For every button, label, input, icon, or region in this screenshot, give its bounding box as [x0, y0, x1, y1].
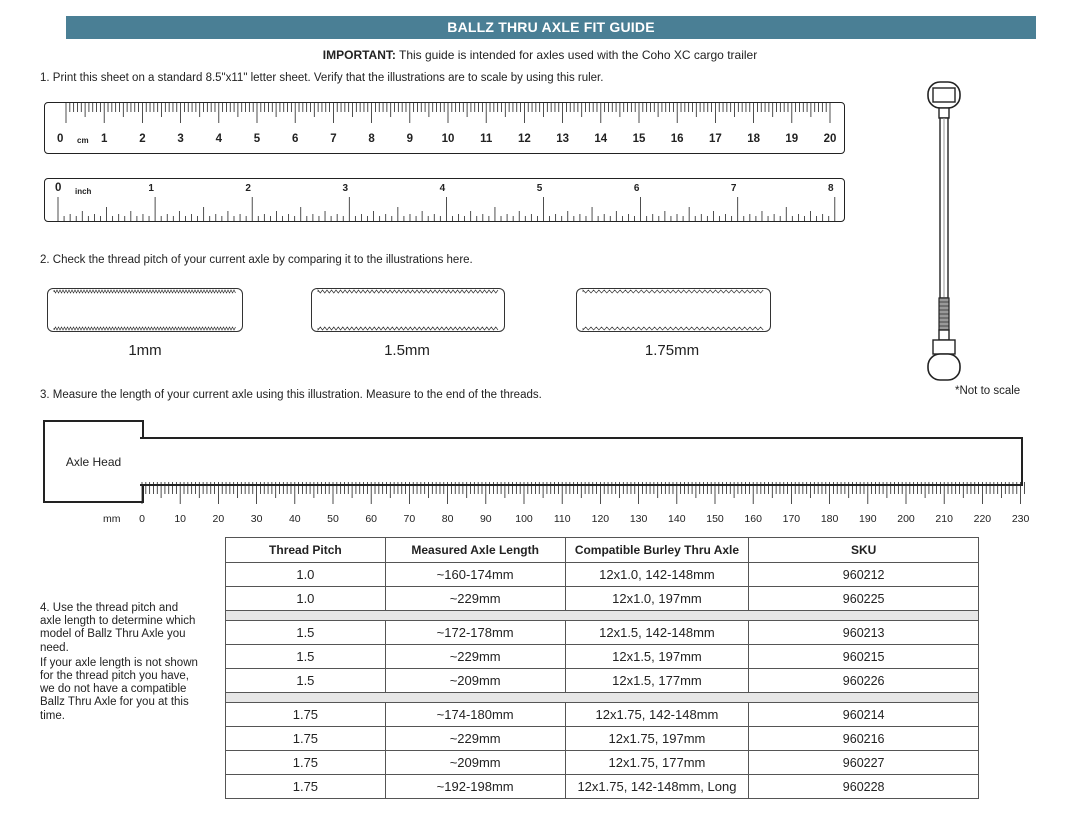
- table-row: [226, 727, 979, 751]
- cell-sku: 960228: [749, 775, 979, 799]
- mm-tick-label: 70: [403, 513, 416, 525]
- cell-length: ~160-174mm: [385, 563, 565, 587]
- thread-1mm-teeth: [48, 289, 242, 331]
- mm-tick-label: 120: [591, 513, 610, 525]
- cm-tick-label: 16: [670, 133, 684, 145]
- inch-ruler-zero: 0: [55, 182, 62, 194]
- step-3-text: 3. Measure the length of your current axle using this illustration. Measure to the end of the threads.: [40, 389, 542, 401]
- step-4-instruction: 4. Use the thread pitch and axle length to determine which model of Ballz Thru Axle you need.: [40, 602, 196, 654]
- cell-length: ~229mm: [385, 727, 565, 751]
- cm-tick-label: 11: [480, 133, 493, 145]
- cm-tick-label: 5: [253, 133, 261, 145]
- cell-sku: 960214: [749, 703, 979, 727]
- cell-pitch: 1.0: [226, 587, 386, 611]
- cell-axle: 12x1.0, 197mm: [565, 587, 749, 611]
- mm-tick-label: 110: [553, 513, 571, 525]
- mm-tick-label: 40: [288, 513, 301, 525]
- inch-ruler: [44, 178, 845, 222]
- thread-1-75mm-teeth: [577, 289, 770, 331]
- inch-tick-label: 8: [828, 183, 834, 194]
- cell-pitch: 1.75: [226, 703, 386, 727]
- cell-sku: 960213: [749, 621, 979, 645]
- cm-tick-label: 10: [441, 133, 455, 145]
- cell-pitch: 1.0: [226, 563, 386, 587]
- inch-tick-label: 4: [439, 183, 446, 194]
- cell-axle: 12x1.75, 177mm: [565, 751, 749, 775]
- mm-tick-label: 60: [365, 513, 378, 525]
- cell-length: ~174-180mm: [385, 703, 565, 727]
- not-to-scale-note: *Not to scale: [955, 385, 1021, 397]
- cm-tick-label: 20: [823, 133, 837, 145]
- page-title: BALLZ THRU AXLE FIT GUIDE: [66, 16, 1036, 39]
- mm-tick-label: 220: [973, 513, 992, 525]
- cm-tick-label: 12: [517, 133, 531, 145]
- step-4-note: If your axle length is not shown for the thread pitch you have, we do not have a compatible Ballz Thru Axle for you at this time.: [40, 656, 198, 722]
- thread-1-5mm-teeth: [312, 289, 504, 331]
- axle-head-illustration: [43, 420, 144, 503]
- cm-tick-label: 17: [708, 133, 722, 145]
- mm-tick-label: 50: [327, 513, 339, 525]
- cell-pitch: 1.5: [226, 621, 386, 645]
- cell-length: ~229mm: [385, 587, 565, 611]
- table-row: [226, 775, 979, 799]
- thread-1mm-illustration: [47, 288, 243, 332]
- thread-1-75mm-illustration: [576, 288, 771, 332]
- table-row: [226, 587, 979, 611]
- thread-1-5mm-illustration: [311, 288, 505, 332]
- step-1-text: 1. Print this sheet on a standard 8.5"x11" letter sheet. Verify that the illustrations are to scale by using this ruler.: [40, 72, 604, 84]
- cell-sku: 960225: [749, 587, 979, 611]
- important-label: IMPORTANT:: [322, 48, 396, 62]
- mm-tick-label: 80: [441, 513, 454, 525]
- mm-tick-label: 140: [668, 513, 686, 525]
- cell-length: ~172-178mm: [385, 621, 565, 645]
- mm-tick-label: 180: [820, 513, 839, 525]
- mm-tick-label: 210: [935, 513, 953, 525]
- cm-tick-label: 7: [330, 133, 337, 145]
- cell-pitch: 1.75: [226, 751, 386, 775]
- header-thread-pitch: Thread Pitch: [226, 538, 386, 563]
- cell-length: ~209mm: [385, 669, 565, 693]
- cell-pitch: 1.75: [226, 775, 386, 799]
- table-row: [226, 563, 979, 587]
- table-header-row: [226, 538, 979, 563]
- step-4-text: [40, 602, 200, 723]
- header-compatible-axle: Compatible Burley Thru Axle: [565, 538, 749, 563]
- mm-tick-label: 90: [479, 513, 492, 525]
- mm-tick-label: 10: [174, 513, 187, 525]
- important-notice: [0, 48, 1080, 62]
- inch-ruler-unit: inch: [75, 187, 92, 196]
- mm-ruler-unit: mm: [103, 513, 121, 525]
- cm-tick-label: 2: [139, 133, 146, 145]
- table-separator: [226, 693, 979, 703]
- cell-sku: 960227: [749, 751, 979, 775]
- thread-1mm-label: 1mm: [128, 342, 162, 359]
- cm-tick-label: 4: [215, 133, 222, 145]
- cell-length: ~209mm: [385, 751, 565, 775]
- cm-tick-label: 1: [100, 133, 108, 145]
- cm-ruler: [44, 102, 845, 154]
- thru-axle-icon: [918, 76, 970, 388]
- cell-pitch: 1.5: [226, 669, 386, 693]
- inch-tick-label: 6: [633, 183, 640, 194]
- cm-tick-label: 13: [556, 133, 569, 145]
- cell-axle: 12x1.5, 142-148mm: [565, 621, 749, 645]
- fit-table: [225, 537, 979, 799]
- cell-sku: 960212: [749, 563, 979, 587]
- cell-axle: 12x1.5, 197mm: [565, 645, 749, 669]
- table-row: [226, 645, 979, 669]
- cell-axle: 12x1.5, 177mm: [565, 669, 749, 693]
- mm-tick-label: 190: [859, 513, 877, 525]
- inch-tick-label: 3: [342, 183, 349, 194]
- table-row: [226, 703, 979, 727]
- cm-ruler-ticks: [45, 103, 845, 155]
- mm-tick-label: 150: [706, 513, 724, 525]
- cell-axle: 12x1.75, 197mm: [565, 727, 749, 751]
- cm-tick-label: 6: [291, 133, 299, 145]
- table-row: [226, 751, 979, 775]
- cm-tick-label: 3: [177, 133, 184, 145]
- cm-tick-label: 8: [368, 133, 375, 145]
- cell-pitch: 1.75: [226, 727, 386, 751]
- table-row: [226, 621, 979, 645]
- axle-head-label: Axle Head: [65, 455, 122, 469]
- inch-tick-label: 2: [245, 183, 251, 194]
- cm-tick-label: 9: [406, 133, 413, 145]
- cell-axle: 12x1.75, 142-148mm: [565, 703, 749, 727]
- cell-sku: 960226: [749, 669, 979, 693]
- cell-sku: 960215: [749, 645, 979, 669]
- thread-1-75mm-label: 1.75mm: [644, 342, 700, 359]
- cm-ruler-unit: cm: [77, 136, 89, 145]
- important-text: This guide is intended for axles used with the Coho XC cargo trailer: [395, 48, 758, 62]
- mm-tick-label: 100: [515, 513, 533, 525]
- cell-sku: 960216: [749, 727, 979, 751]
- mm-ruler-ticks: [138, 482, 1028, 512]
- mm-tick-label: 30: [250, 513, 263, 525]
- inch-tick-label: 7: [730, 183, 737, 194]
- cm-tick-label: 19: [785, 133, 799, 145]
- step-2-text: 2. Check the thread pitch of your current axle by comparing it to the illustrations here.: [40, 254, 473, 266]
- axle-shaft-illustration: [140, 437, 1023, 486]
- mm-tick-label: 0: [139, 513, 145, 525]
- cm-ruler-zero: 0: [57, 133, 64, 145]
- table-row: [226, 669, 979, 693]
- inch-tick-label: 5: [536, 183, 543, 194]
- header-measured-axle-length: Measured Axle Length: [385, 538, 565, 563]
- header-sku: SKU: [749, 538, 979, 563]
- cell-length: ~229mm: [385, 645, 565, 669]
- table-separator: [226, 611, 979, 621]
- mm-tick-label: 160: [744, 513, 762, 525]
- thread-1-5mm-label: 1.5mm: [384, 342, 430, 359]
- inch-tick-label: 1: [148, 183, 154, 194]
- mm-tick-label: 20: [212, 513, 225, 525]
- cell-axle: 12x1.0, 142-148mm: [565, 563, 749, 587]
- cm-tick-label: 14: [594, 133, 608, 145]
- cell-pitch: 1.5: [226, 645, 386, 669]
- mm-tick-label: 230: [1011, 513, 1030, 525]
- cell-axle: 12x1.75, 142-148mm, Long: [565, 775, 749, 799]
- cm-tick-label: 15: [632, 133, 646, 145]
- mm-tick-label: 130: [629, 513, 648, 525]
- mm-tick-label: 200: [897, 513, 915, 525]
- mm-tick-label: 170: [782, 513, 801, 525]
- cm-tick-label: 18: [747, 133, 760, 145]
- cell-length: ~192-198mm: [385, 775, 565, 799]
